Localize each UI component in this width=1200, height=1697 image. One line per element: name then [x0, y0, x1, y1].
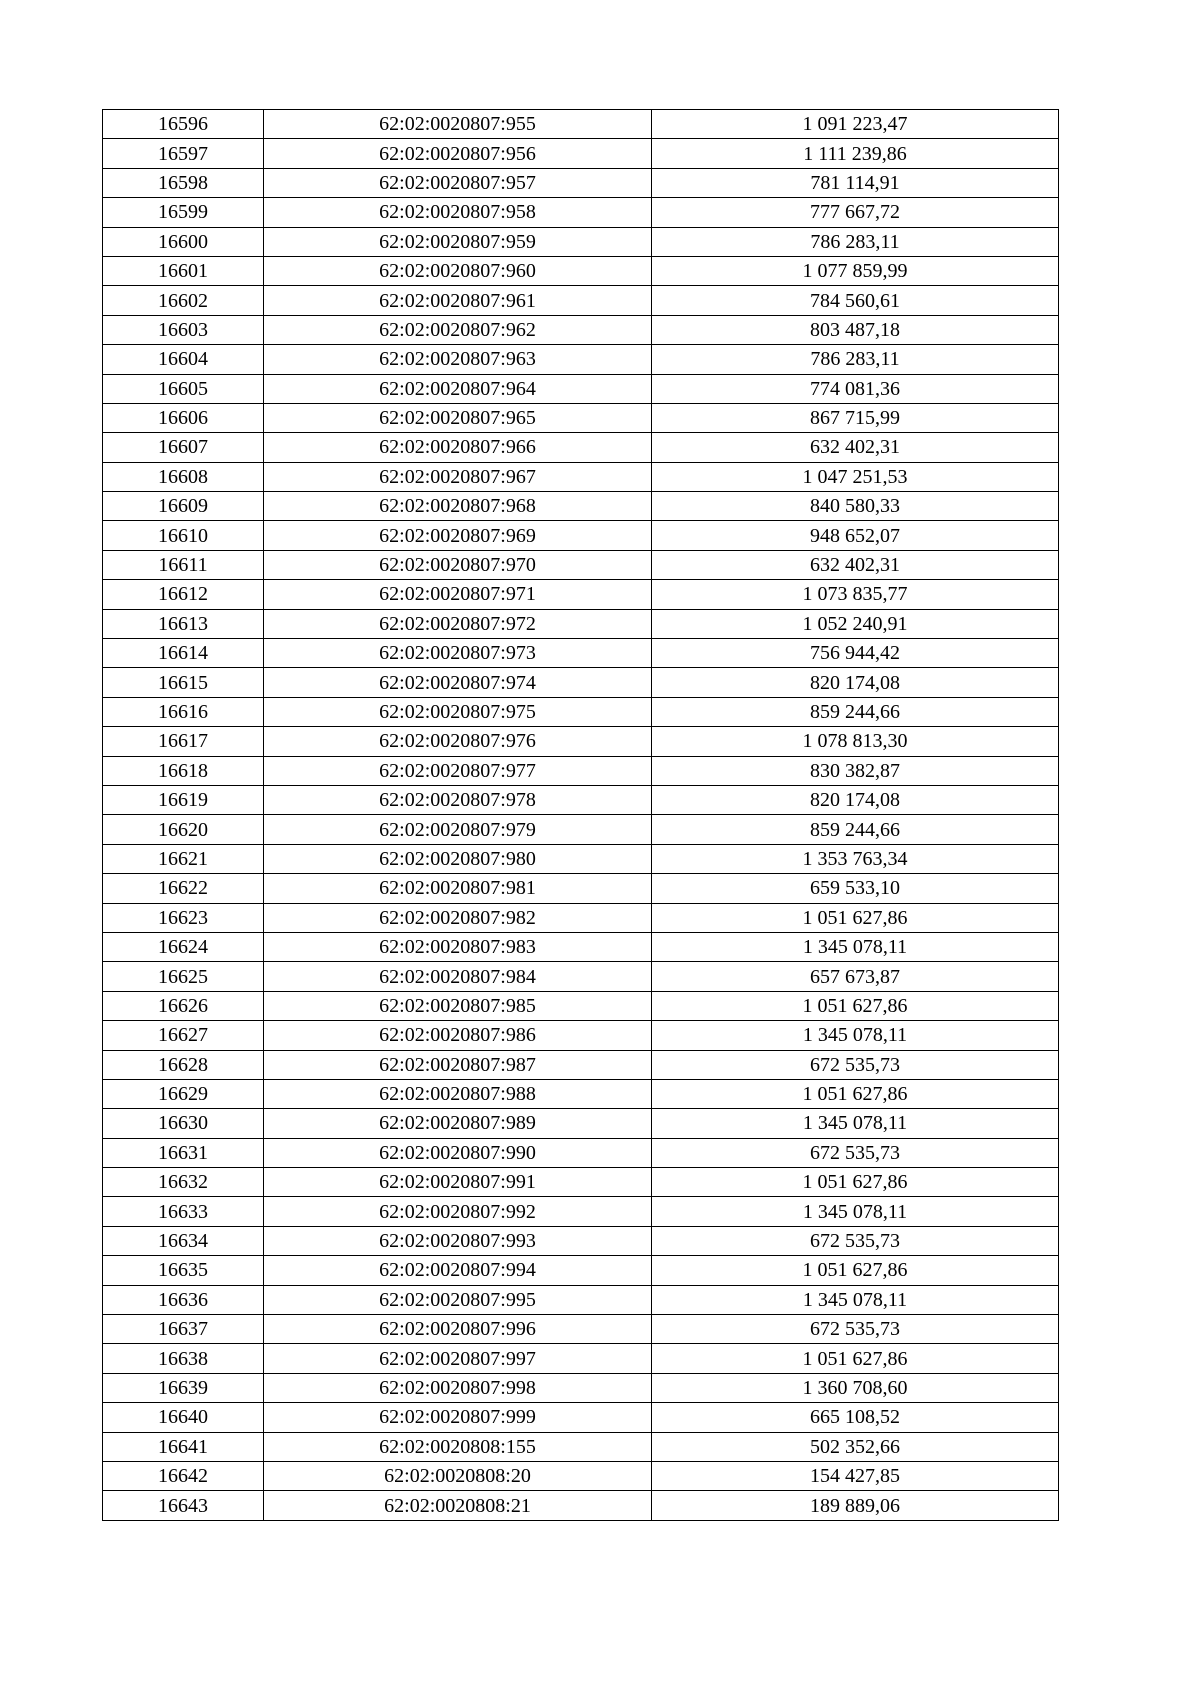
table-row	[103, 1373, 1059, 1402]
table-row	[103, 697, 1059, 726]
cadastral-number-cell: 62:02:0020807:959	[264, 227, 652, 256]
row-number-cell: 16627	[103, 1021, 264, 1050]
value-cell: 632 402,31	[652, 550, 1059, 579]
table-row	[103, 903, 1059, 932]
value-cell: 803 487,18	[652, 315, 1059, 344]
value-cell: 784 560,61	[652, 286, 1059, 315]
row-number-cell: 16607	[103, 433, 264, 462]
table-row	[103, 1226, 1059, 1255]
table-row	[103, 286, 1059, 315]
table-row	[103, 403, 1059, 432]
row-number-cell: 16635	[103, 1256, 264, 1285]
cadastral-number-cell: 62:02:0020807:993	[264, 1226, 652, 1255]
table-row	[103, 1285, 1059, 1314]
table-row	[103, 1491, 1059, 1520]
value-cell: 1 051 627,86	[652, 1168, 1059, 1197]
row-number-cell: 16637	[103, 1315, 264, 1344]
row-number-cell: 16624	[103, 932, 264, 961]
row-number-cell: 16623	[103, 903, 264, 932]
value-cell: 1 051 627,86	[652, 1256, 1059, 1285]
table-row	[103, 932, 1059, 961]
table-row	[103, 315, 1059, 344]
table-row	[103, 1021, 1059, 1050]
row-number-cell: 16643	[103, 1491, 264, 1520]
cadastral-number-cell: 62:02:0020807:970	[264, 550, 652, 579]
row-number-cell: 16630	[103, 1109, 264, 1138]
table-row	[103, 550, 1059, 579]
value-cell: 786 283,11	[652, 345, 1059, 374]
row-number-cell: 16641	[103, 1432, 264, 1461]
row-number-cell: 16617	[103, 727, 264, 756]
table-row	[103, 1050, 1059, 1079]
row-number-cell: 16639	[103, 1373, 264, 1402]
value-cell: 859 244,66	[652, 697, 1059, 726]
cadastral-number-cell: 62:02:0020807:992	[264, 1197, 652, 1226]
value-cell: 672 535,73	[652, 1050, 1059, 1079]
value-cell: 859 244,66	[652, 815, 1059, 844]
table-row	[103, 1138, 1059, 1167]
table-row	[103, 1432, 1059, 1461]
cadastral-number-cell: 62:02:0020807:979	[264, 815, 652, 844]
cadastral-number-cell: 62:02:0020807:976	[264, 727, 652, 756]
row-number-cell: 16601	[103, 256, 264, 285]
cadastral-number-cell: 62:02:0020807:999	[264, 1403, 652, 1432]
table-row	[103, 1344, 1059, 1373]
row-number-cell: 16606	[103, 403, 264, 432]
value-cell: 820 174,08	[652, 785, 1059, 814]
cadastral-number-cell: 62:02:0020808:155	[264, 1432, 652, 1461]
table-row	[103, 462, 1059, 491]
table-row	[103, 345, 1059, 374]
table-row	[103, 1256, 1059, 1285]
table-row	[103, 609, 1059, 638]
table-row	[103, 1197, 1059, 1226]
row-number-cell: 16612	[103, 580, 264, 609]
value-cell: 632 402,31	[652, 433, 1059, 462]
value-cell: 867 715,99	[652, 403, 1059, 432]
row-number-cell: 16628	[103, 1050, 264, 1079]
cadastral-number-cell: 62:02:0020807:990	[264, 1138, 652, 1167]
row-number-cell: 16604	[103, 345, 264, 374]
row-number-cell: 16638	[103, 1344, 264, 1373]
value-cell: 830 382,87	[652, 756, 1059, 785]
row-number-cell: 16621	[103, 844, 264, 873]
value-cell: 1 345 078,11	[652, 1021, 1059, 1050]
row-number-cell: 16599	[103, 198, 264, 227]
table-row	[103, 1109, 1059, 1138]
row-number-cell: 16625	[103, 962, 264, 991]
row-number-cell: 16615	[103, 668, 264, 697]
value-cell: 672 535,73	[652, 1138, 1059, 1167]
row-number-cell: 16610	[103, 521, 264, 550]
cadastral-number-cell: 62:02:0020807:956	[264, 139, 652, 168]
row-number-cell: 16597	[103, 139, 264, 168]
table-row	[103, 844, 1059, 873]
cadastral-number-cell: 62:02:0020807:987	[264, 1050, 652, 1079]
table-row	[103, 1168, 1059, 1197]
table-body	[103, 110, 1059, 1521]
row-number-cell: 16631	[103, 1138, 264, 1167]
row-number-cell: 16613	[103, 609, 264, 638]
cadastral-number-cell: 62:02:0020807:957	[264, 168, 652, 197]
value-cell: 672 535,73	[652, 1226, 1059, 1255]
table-row	[103, 580, 1059, 609]
table-row	[103, 227, 1059, 256]
row-number-cell: 16602	[103, 286, 264, 315]
value-cell: 189 889,06	[652, 1491, 1059, 1520]
row-number-cell: 16614	[103, 639, 264, 668]
table-row	[103, 785, 1059, 814]
cadastral-number-cell: 62:02:0020807:974	[264, 668, 652, 697]
row-number-cell: 16640	[103, 1403, 264, 1432]
row-number-cell: 16605	[103, 374, 264, 403]
table-row	[103, 110, 1059, 139]
cadastral-number-cell: 62:02:0020807:967	[264, 462, 652, 491]
cadastral-number-cell: 62:02:0020807:971	[264, 580, 652, 609]
cadastral-number-cell: 62:02:0020807:978	[264, 785, 652, 814]
table-row	[103, 727, 1059, 756]
cadastral-number-cell: 62:02:0020807:985	[264, 991, 652, 1020]
value-cell: 756 944,42	[652, 639, 1059, 668]
value-cell: 1 345 078,11	[652, 1197, 1059, 1226]
table-row	[103, 433, 1059, 462]
table-row	[103, 815, 1059, 844]
value-cell: 1 353 763,34	[652, 844, 1059, 873]
table-row	[103, 1079, 1059, 1108]
value-cell: 672 535,73	[652, 1315, 1059, 1344]
value-cell: 1 047 251,53	[652, 462, 1059, 491]
value-cell: 1 078 813,30	[652, 727, 1059, 756]
cadastral-number-cell: 62:02:0020807:988	[264, 1079, 652, 1108]
cadastral-number-cell: 62:02:0020807:969	[264, 521, 652, 550]
value-cell: 1 345 078,11	[652, 1109, 1059, 1138]
cadastral-number-cell: 62:02:0020807:963	[264, 345, 652, 374]
row-number-cell: 16596	[103, 110, 264, 139]
table-row	[103, 962, 1059, 991]
row-number-cell: 16642	[103, 1461, 264, 1490]
table-row	[103, 1461, 1059, 1490]
value-cell: 1 052 240,91	[652, 609, 1059, 638]
value-cell: 786 283,11	[652, 227, 1059, 256]
cadastral-number-cell: 62:02:0020807:995	[264, 1285, 652, 1314]
cadastral-number-cell: 62:02:0020807:986	[264, 1021, 652, 1050]
row-number-cell: 16618	[103, 756, 264, 785]
value-cell: 948 652,07	[652, 521, 1059, 550]
data-table	[102, 109, 1059, 1521]
table-row	[103, 1315, 1059, 1344]
value-cell: 1 111 239,86	[652, 139, 1059, 168]
cadastral-number-cell: 62:02:0020807:964	[264, 374, 652, 403]
cadastral-number-cell: 62:02:0020807:977	[264, 756, 652, 785]
cadastral-number-cell: 62:02:0020807:968	[264, 492, 652, 521]
cadastral-number-cell: 62:02:0020807:965	[264, 403, 652, 432]
table-row	[103, 168, 1059, 197]
value-cell: 1 073 835,77	[652, 580, 1059, 609]
value-cell: 774 081,36	[652, 374, 1059, 403]
row-number-cell: 16603	[103, 315, 264, 344]
value-cell: 781 114,91	[652, 168, 1059, 197]
value-cell: 1 051 627,86	[652, 1079, 1059, 1108]
cadastral-number-cell: 62:02:0020807:996	[264, 1315, 652, 1344]
cadastral-number-cell: 62:02:0020807:972	[264, 609, 652, 638]
row-number-cell: 16629	[103, 1079, 264, 1108]
value-cell: 154 427,85	[652, 1461, 1059, 1490]
value-cell: 1 091 223,47	[652, 110, 1059, 139]
row-number-cell: 16598	[103, 168, 264, 197]
cadastral-number-cell: 62:02:0020807:980	[264, 844, 652, 873]
cadastral-number-cell: 62:02:0020807:989	[264, 1109, 652, 1138]
value-cell: 657 673,87	[652, 962, 1059, 991]
row-number-cell: 16600	[103, 227, 264, 256]
row-number-cell: 16608	[103, 462, 264, 491]
cadastral-number-cell: 62:02:0020807:998	[264, 1373, 652, 1402]
cadastral-number-cell: 62:02:0020808:20	[264, 1461, 652, 1490]
row-number-cell: 16616	[103, 697, 264, 726]
cadastral-number-cell: 62:02:0020807:962	[264, 315, 652, 344]
cadastral-number-cell: 62:02:0020807:973	[264, 639, 652, 668]
table-row	[103, 492, 1059, 521]
cadastral-number-cell: 62:02:0020807:958	[264, 198, 652, 227]
row-number-cell: 16626	[103, 991, 264, 1020]
table-row	[103, 756, 1059, 785]
table-row	[103, 668, 1059, 697]
table-row	[103, 139, 1059, 168]
value-cell: 1 345 078,11	[652, 932, 1059, 961]
table-row	[103, 874, 1059, 903]
table-row	[103, 198, 1059, 227]
row-number-cell: 16609	[103, 492, 264, 521]
row-number-cell: 16611	[103, 550, 264, 579]
row-number-cell: 16632	[103, 1168, 264, 1197]
value-cell: 840 580,33	[652, 492, 1059, 521]
table-row	[103, 639, 1059, 668]
value-cell: 659 533,10	[652, 874, 1059, 903]
row-number-cell: 16622	[103, 874, 264, 903]
row-number-cell: 16634	[103, 1226, 264, 1255]
value-cell: 1 051 627,86	[652, 1344, 1059, 1373]
value-cell: 665 108,52	[652, 1403, 1059, 1432]
cadastral-number-cell: 62:02:0020807:991	[264, 1168, 652, 1197]
value-cell: 502 352,66	[652, 1432, 1059, 1461]
cadastral-number-cell: 62:02:0020807:966	[264, 433, 652, 462]
cadastral-number-cell: 62:02:0020807:983	[264, 932, 652, 961]
row-number-cell: 16620	[103, 815, 264, 844]
cadastral-number-cell: 62:02:0020807:975	[264, 697, 652, 726]
table-row	[103, 991, 1059, 1020]
cadastral-number-cell: 62:02:0020807:955	[264, 110, 652, 139]
cadastral-number-cell: 62:02:0020807:984	[264, 962, 652, 991]
value-cell: 777 667,72	[652, 198, 1059, 227]
value-cell: 820 174,08	[652, 668, 1059, 697]
table-row	[103, 521, 1059, 550]
table-row	[103, 374, 1059, 403]
value-cell: 1 345 078,11	[652, 1285, 1059, 1314]
cadastral-number-cell: 62:02:0020807:960	[264, 256, 652, 285]
value-cell: 1 077 859,99	[652, 256, 1059, 285]
row-number-cell: 16633	[103, 1197, 264, 1226]
value-cell: 1 360 708,60	[652, 1373, 1059, 1402]
cadastral-number-cell: 62:02:0020807:994	[264, 1256, 652, 1285]
value-cell: 1 051 627,86	[652, 991, 1059, 1020]
table-row	[103, 256, 1059, 285]
row-number-cell: 16636	[103, 1285, 264, 1314]
cadastral-number-cell: 62:02:0020807:982	[264, 903, 652, 932]
value-cell: 1 051 627,86	[652, 903, 1059, 932]
cadastral-number-cell: 62:02:0020808:21	[264, 1491, 652, 1520]
table-row	[103, 1403, 1059, 1432]
row-number-cell: 16619	[103, 785, 264, 814]
cadastral-number-cell: 62:02:0020807:961	[264, 286, 652, 315]
cadastral-number-cell: 62:02:0020807:997	[264, 1344, 652, 1373]
cadastral-number-cell: 62:02:0020807:981	[264, 874, 652, 903]
